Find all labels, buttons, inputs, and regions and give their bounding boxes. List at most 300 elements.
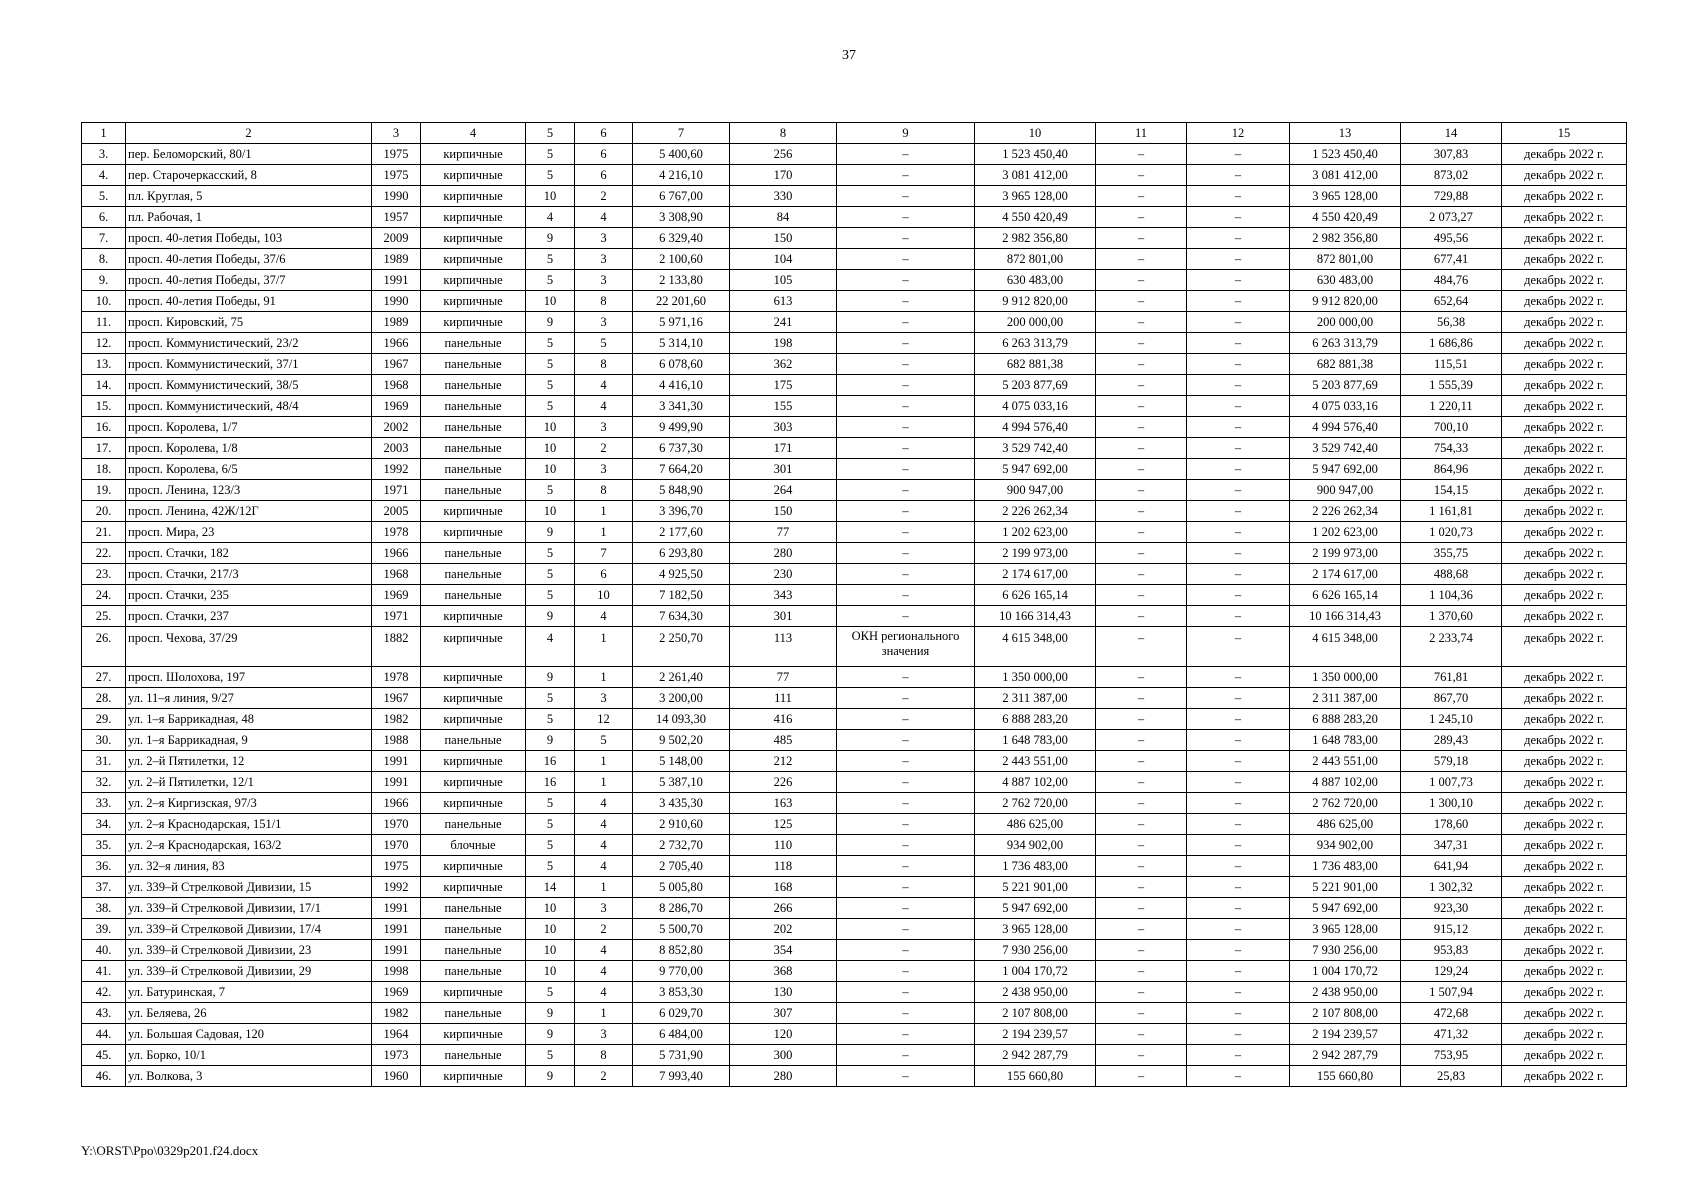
year-cell: 1969 [372, 396, 421, 417]
col-12-cell: – [1187, 1024, 1290, 1045]
year-cell: 1992 [372, 877, 421, 898]
floors-cell: 5 [526, 543, 575, 564]
col-12-cell: – [1187, 667, 1290, 688]
area-cell: 3 435,30 [633, 793, 730, 814]
area-cell: 5 500,70 [633, 919, 730, 940]
cost-cell: 2 942 287,79 [975, 1045, 1096, 1066]
total-cost-cell: 4 994 576,40 [1290, 417, 1401, 438]
residents-cell: 212 [730, 751, 837, 772]
address-cell: просп. 40-летия Победы, 91 [126, 291, 372, 312]
cost-cell: 6 263 313,79 [975, 333, 1096, 354]
deadline-cell: декабрь 2022 г. [1502, 898, 1627, 919]
entrances-cell: 4 [575, 396, 633, 417]
table-row [82, 835, 1627, 856]
area-cell: 9 502,20 [633, 730, 730, 751]
heritage-status-cell: – [837, 919, 975, 940]
data-table [81, 122, 1627, 1087]
year-cell: 1991 [372, 898, 421, 919]
residents-cell: 104 [730, 249, 837, 270]
col-11-cell: – [1096, 522, 1187, 543]
deadline-cell: декабрь 2022 г. [1502, 501, 1627, 522]
address-cell: пл. Круглая, 5 [126, 186, 372, 207]
col-11-cell: – [1096, 501, 1187, 522]
row-number-cell: 42. [82, 982, 126, 1003]
total-cost-cell: 200 000,00 [1290, 312, 1401, 333]
row-number-cell: 31. [82, 751, 126, 772]
cost-per-unit-cell: 700,10 [1401, 417, 1502, 438]
col-11-cell: – [1096, 606, 1187, 627]
deadline-cell: декабрь 2022 г. [1502, 606, 1627, 627]
address-cell: пер. Старочеркасский, 8 [126, 165, 372, 186]
table-row [82, 1066, 1627, 1087]
residents-cell: 105 [730, 270, 837, 291]
year-cell: 1991 [372, 751, 421, 772]
row-number-cell: 27. [82, 667, 126, 688]
cost-cell: 3 965 128,00 [975, 919, 1096, 940]
floors-cell: 5 [526, 585, 575, 606]
entrances-cell: 3 [575, 228, 633, 249]
total-cost-cell: 4 550 420,49 [1290, 207, 1401, 228]
address-cell: ул. Беляева, 26 [126, 1003, 372, 1024]
entrances-cell: 2 [575, 1066, 633, 1087]
floors-cell: 9 [526, 667, 575, 688]
cost-cell: 3 529 742,40 [975, 438, 1096, 459]
col-11-cell: – [1096, 564, 1187, 585]
entrances-cell: 4 [575, 856, 633, 877]
heritage-status-cell: – [837, 585, 975, 606]
cost-per-unit-cell: 488,68 [1401, 564, 1502, 585]
cost-cell: 872 801,00 [975, 249, 1096, 270]
header-cell: 10 [975, 123, 1096, 144]
address-cell: ул. 11–я линия, 9/27 [126, 688, 372, 709]
heritage-status-cell: – [837, 501, 975, 522]
area-cell: 6 329,40 [633, 228, 730, 249]
col-11-cell: – [1096, 270, 1187, 291]
area-cell: 3 200,00 [633, 688, 730, 709]
floors-cell: 5 [526, 375, 575, 396]
residents-cell: 155 [730, 396, 837, 417]
col-11-cell: – [1096, 1045, 1187, 1066]
area-cell: 4 925,50 [633, 564, 730, 585]
table-body [82, 123, 1627, 1087]
entrances-cell: 3 [575, 312, 633, 333]
deadline-cell: декабрь 2022 г. [1502, 982, 1627, 1003]
total-cost-cell: 3 965 128,00 [1290, 919, 1401, 940]
residents-cell: 150 [730, 501, 837, 522]
total-cost-cell: 1 004 170,72 [1290, 961, 1401, 982]
row-number-cell: 46. [82, 1066, 126, 1087]
cost-per-unit-cell: 56,38 [1401, 312, 1502, 333]
year-cell: 1971 [372, 606, 421, 627]
header-row [82, 123, 1627, 144]
cost-per-unit-cell: 652,64 [1401, 291, 1502, 312]
address-cell: просп. Шолохова, 197 [126, 667, 372, 688]
floors-cell: 5 [526, 249, 575, 270]
col-11-cell: – [1096, 835, 1187, 856]
residents-cell: 175 [730, 375, 837, 396]
col-11-cell: – [1096, 982, 1187, 1003]
area-cell: 6 293,80 [633, 543, 730, 564]
residents-cell: 303 [730, 417, 837, 438]
deadline-cell: декабрь 2022 г. [1502, 1003, 1627, 1024]
col-11-cell: – [1096, 751, 1187, 772]
address-cell: просп. Коммунистический, 48/4 [126, 396, 372, 417]
floors-cell: 5 [526, 480, 575, 501]
table-row [82, 772, 1627, 793]
address-cell: просп. Коммунистический, 23/2 [126, 333, 372, 354]
table-row [82, 270, 1627, 291]
row-number-cell: 19. [82, 480, 126, 501]
heritage-status-cell: – [837, 270, 975, 291]
total-cost-cell: 1 736 483,00 [1290, 856, 1401, 877]
residents-cell: 354 [730, 940, 837, 961]
table-row [82, 438, 1627, 459]
address-cell: ул. 2–й Пятилетки, 12 [126, 751, 372, 772]
cost-cell: 900 947,00 [975, 480, 1096, 501]
year-cell: 1966 [372, 793, 421, 814]
table-row [82, 207, 1627, 228]
col-11-cell: – [1096, 312, 1187, 333]
total-cost-cell: 2 982 356,80 [1290, 228, 1401, 249]
cost-cell: 200 000,00 [975, 312, 1096, 333]
entrances-cell: 3 [575, 417, 633, 438]
cost-per-unit-cell: 154,15 [1401, 480, 1502, 501]
cost-cell: 1 350 000,00 [975, 667, 1096, 688]
address-cell: ул. 2–я Краснодарская, 163/2 [126, 835, 372, 856]
table-row [82, 291, 1627, 312]
cost-per-unit-cell: 1 302,32 [1401, 877, 1502, 898]
floors-cell: 4 [526, 627, 575, 667]
total-cost-cell: 2 226 262,34 [1290, 501, 1401, 522]
cost-cell: 2 762 720,00 [975, 793, 1096, 814]
deadline-cell: декабрь 2022 г. [1502, 228, 1627, 249]
residents-cell: 198 [730, 333, 837, 354]
total-cost-cell: 1 202 623,00 [1290, 522, 1401, 543]
deadline-cell: декабрь 2022 г. [1502, 688, 1627, 709]
total-cost-cell: 1 350 000,00 [1290, 667, 1401, 688]
cost-cell: 2 226 262,34 [975, 501, 1096, 522]
col-12-cell: – [1187, 249, 1290, 270]
residents-cell: 368 [730, 961, 837, 982]
residents-cell: 241 [730, 312, 837, 333]
cost-per-unit-cell: 864,96 [1401, 459, 1502, 480]
table-row [82, 543, 1627, 564]
entrances-cell: 6 [575, 165, 633, 186]
area-cell: 8 286,70 [633, 898, 730, 919]
floors-cell: 5 [526, 354, 575, 375]
area-cell: 4 216,10 [633, 165, 730, 186]
area-cell: 14 093,30 [633, 709, 730, 730]
col-11-cell: – [1096, 667, 1187, 688]
entrances-cell: 1 [575, 1003, 633, 1024]
residents-cell: 110 [730, 835, 837, 856]
wall-material-cell: панельные [421, 919, 526, 940]
cost-cell: 3 081 412,00 [975, 165, 1096, 186]
cost-per-unit-cell: 1 686,86 [1401, 333, 1502, 354]
row-number-cell: 4. [82, 165, 126, 186]
table-row [82, 585, 1627, 606]
floors-cell: 5 [526, 814, 575, 835]
floors-cell: 5 [526, 835, 575, 856]
wall-material-cell: панельные [421, 354, 526, 375]
col-12-cell: – [1187, 606, 1290, 627]
header-cell: 14 [1401, 123, 1502, 144]
cost-per-unit-cell: 178,60 [1401, 814, 1502, 835]
wall-material-cell: кирпичные [421, 627, 526, 667]
heritage-status-cell: – [837, 543, 975, 564]
row-number-cell: 33. [82, 793, 126, 814]
table-row [82, 564, 1627, 585]
entrances-cell: 5 [575, 333, 633, 354]
address-cell: ул. 32–я линия, 83 [126, 856, 372, 877]
entrances-cell: 4 [575, 814, 633, 835]
total-cost-cell: 2 194 239,57 [1290, 1024, 1401, 1045]
deadline-cell: декабрь 2022 г. [1502, 1066, 1627, 1087]
total-cost-cell: 7 930 256,00 [1290, 940, 1401, 961]
residents-cell: 485 [730, 730, 837, 751]
cost-per-unit-cell: 471,32 [1401, 1024, 1502, 1045]
table-row [82, 501, 1627, 522]
heritage-status-cell: – [837, 228, 975, 249]
cost-cell: 6 626 165,14 [975, 585, 1096, 606]
residents-cell: 264 [730, 480, 837, 501]
cost-cell: 5 947 692,00 [975, 898, 1096, 919]
residents-cell: 613 [730, 291, 837, 312]
year-cell: 1966 [372, 333, 421, 354]
total-cost-cell: 3 529 742,40 [1290, 438, 1401, 459]
entrances-cell: 1 [575, 667, 633, 688]
cost-cell: 630 483,00 [975, 270, 1096, 291]
floors-cell: 5 [526, 1045, 575, 1066]
heritage-status-cell: – [837, 835, 975, 856]
col-12-cell: – [1187, 501, 1290, 522]
entrances-cell: 4 [575, 835, 633, 856]
year-cell: 1982 [372, 1003, 421, 1024]
cost-cell: 5 221 901,00 [975, 877, 1096, 898]
heritage-status-cell: – [837, 417, 975, 438]
year-cell: 1960 [372, 1066, 421, 1087]
entrances-cell: 4 [575, 207, 633, 228]
total-cost-cell: 4 075 033,16 [1290, 396, 1401, 417]
col-11-cell: – [1096, 688, 1187, 709]
address-cell: просп. Королева, 1/8 [126, 438, 372, 459]
table-row [82, 606, 1627, 627]
header-cell: 8 [730, 123, 837, 144]
total-cost-cell: 6 626 165,14 [1290, 585, 1401, 606]
col-11-cell: – [1096, 480, 1187, 501]
col-11-cell: – [1096, 627, 1187, 667]
address-cell: просп. Коммунистический, 38/5 [126, 375, 372, 396]
col-12-cell: – [1187, 291, 1290, 312]
entrances-cell: 3 [575, 1024, 633, 1045]
col-12-cell: – [1187, 186, 1290, 207]
heritage-status-cell: – [837, 186, 975, 207]
col-12-cell: – [1187, 333, 1290, 354]
col-11-cell: – [1096, 186, 1187, 207]
wall-material-cell: панельные [421, 940, 526, 961]
deadline-cell: декабрь 2022 г. [1502, 730, 1627, 751]
col-12-cell: – [1187, 438, 1290, 459]
floors-cell: 5 [526, 396, 575, 417]
year-cell: 1989 [372, 312, 421, 333]
row-number-cell: 41. [82, 961, 126, 982]
cost-per-unit-cell: 579,18 [1401, 751, 1502, 772]
floors-cell: 5 [526, 165, 575, 186]
table-row [82, 312, 1627, 333]
address-cell: ул. Батуринская, 7 [126, 982, 372, 1003]
total-cost-cell: 5 947 692,00 [1290, 898, 1401, 919]
cost-cell: 4 994 576,40 [975, 417, 1096, 438]
heritage-status-cell: – [837, 877, 975, 898]
col-12-cell: – [1187, 1003, 1290, 1024]
wall-material-cell: кирпичные [421, 165, 526, 186]
deadline-cell: декабрь 2022 г. [1502, 793, 1627, 814]
total-cost-cell: 2 942 287,79 [1290, 1045, 1401, 1066]
heritage-status-cell: – [837, 375, 975, 396]
address-cell: просп. Королева, 1/7 [126, 417, 372, 438]
cost-per-unit-cell: 484,76 [1401, 270, 1502, 291]
table-row [82, 940, 1627, 961]
col-12-cell: – [1187, 961, 1290, 982]
floors-cell: 5 [526, 333, 575, 354]
wall-material-cell: панельные [421, 543, 526, 564]
cost-per-unit-cell: 953,83 [1401, 940, 1502, 961]
col-12-cell: – [1187, 835, 1290, 856]
year-cell: 1978 [372, 667, 421, 688]
area-cell: 3 308,90 [633, 207, 730, 228]
year-cell: 1982 [372, 709, 421, 730]
cost-per-unit-cell: 129,24 [1401, 961, 1502, 982]
cost-cell: 1 736 483,00 [975, 856, 1096, 877]
residents-cell: 120 [730, 1024, 837, 1045]
cost-per-unit-cell: 677,41 [1401, 249, 1502, 270]
col-12-cell: – [1187, 814, 1290, 835]
row-number-cell: 23. [82, 564, 126, 585]
cost-cell: 1 202 623,00 [975, 522, 1096, 543]
col-11-cell: – [1096, 1003, 1187, 1024]
cost-per-unit-cell: 641,94 [1401, 856, 1502, 877]
cost-cell: 4 615 348,00 [975, 627, 1096, 667]
wall-material-cell: кирпичные [421, 312, 526, 333]
address-cell: ул. Большая Садовая, 120 [126, 1024, 372, 1045]
total-cost-cell: 2 443 551,00 [1290, 751, 1401, 772]
table-row [82, 1045, 1627, 1066]
year-cell: 1957 [372, 207, 421, 228]
table-row [82, 1024, 1627, 1045]
row-number-cell: 13. [82, 354, 126, 375]
table-row [82, 480, 1627, 501]
year-cell: 2002 [372, 417, 421, 438]
col-12-cell: – [1187, 585, 1290, 606]
heritage-status-cell: – [837, 438, 975, 459]
floors-cell: 9 [526, 1003, 575, 1024]
cost-per-unit-cell: 867,70 [1401, 688, 1502, 709]
col-12-cell: – [1187, 877, 1290, 898]
residents-cell: 300 [730, 1045, 837, 1066]
address-cell: просп. Ленина, 123/3 [126, 480, 372, 501]
cost-per-unit-cell: 1 300,10 [1401, 793, 1502, 814]
floors-cell: 16 [526, 772, 575, 793]
header-cell: 13 [1290, 123, 1401, 144]
area-cell: 5 314,10 [633, 333, 730, 354]
residents-cell: 202 [730, 919, 837, 940]
total-cost-cell: 682 881,38 [1290, 354, 1401, 375]
deadline-cell: декабрь 2022 г. [1502, 312, 1627, 333]
area-cell: 3 853,30 [633, 982, 730, 1003]
floors-cell: 10 [526, 501, 575, 522]
col-12-cell: – [1187, 1045, 1290, 1066]
cost-per-unit-cell: 1 507,94 [1401, 982, 1502, 1003]
col-11-cell: – [1096, 165, 1187, 186]
cost-per-unit-cell: 1 007,73 [1401, 772, 1502, 793]
col-11-cell: – [1096, 814, 1187, 835]
col-12-cell: – [1187, 396, 1290, 417]
entrances-cell: 6 [575, 564, 633, 585]
total-cost-cell: 155 660,80 [1290, 1066, 1401, 1087]
cost-cell: 1 648 783,00 [975, 730, 1096, 751]
floors-cell: 4 [526, 207, 575, 228]
table-row [82, 228, 1627, 249]
col-11-cell: – [1096, 793, 1187, 814]
col-12-cell: – [1187, 898, 1290, 919]
residents-cell: 150 [730, 228, 837, 249]
residents-cell: 416 [730, 709, 837, 730]
row-number-cell: 30. [82, 730, 126, 751]
area-cell: 7 664,20 [633, 459, 730, 480]
deadline-cell: декабрь 2022 г. [1502, 585, 1627, 606]
year-cell: 1966 [372, 543, 421, 564]
entrances-cell: 4 [575, 375, 633, 396]
deadline-cell: декабрь 2022 г. [1502, 291, 1627, 312]
year-cell: 1975 [372, 144, 421, 165]
address-cell: ул. 2–я Краснодарская, 151/1 [126, 814, 372, 835]
residents-cell: 163 [730, 793, 837, 814]
wall-material-cell: панельные [421, 375, 526, 396]
wall-material-cell: панельные [421, 730, 526, 751]
wall-material-cell: кирпичные [421, 793, 526, 814]
residents-cell: 280 [730, 543, 837, 564]
area-cell: 7 182,50 [633, 585, 730, 606]
row-number-cell: 34. [82, 814, 126, 835]
area-cell: 8 852,80 [633, 940, 730, 961]
entrances-cell: 4 [575, 961, 633, 982]
row-number-cell: 29. [82, 709, 126, 730]
col-12-cell: – [1187, 144, 1290, 165]
row-number-cell: 20. [82, 501, 126, 522]
floors-cell: 10 [526, 919, 575, 940]
total-cost-cell: 3 081 412,00 [1290, 165, 1401, 186]
row-number-cell: 36. [82, 856, 126, 877]
address-cell: пл. Рабочая, 1 [126, 207, 372, 228]
row-number-cell: 32. [82, 772, 126, 793]
floors-cell: 9 [526, 606, 575, 627]
cost-per-unit-cell: 753,95 [1401, 1045, 1502, 1066]
heritage-status-cell: – [837, 940, 975, 961]
wall-material-cell: панельные [421, 564, 526, 585]
cost-cell: 2 443 551,00 [975, 751, 1096, 772]
floors-cell: 5 [526, 270, 575, 291]
total-cost-cell: 4 887 102,00 [1290, 772, 1401, 793]
cost-cell: 934 902,00 [975, 835, 1096, 856]
area-cell: 2 261,40 [633, 667, 730, 688]
col-12-cell: – [1187, 919, 1290, 940]
row-number-cell: 38. [82, 898, 126, 919]
col-11-cell: – [1096, 730, 1187, 751]
cost-per-unit-cell: 1 020,73 [1401, 522, 1502, 543]
entrances-cell: 1 [575, 877, 633, 898]
wall-material-cell: кирпичные [421, 667, 526, 688]
header-cell: 2 [126, 123, 372, 144]
